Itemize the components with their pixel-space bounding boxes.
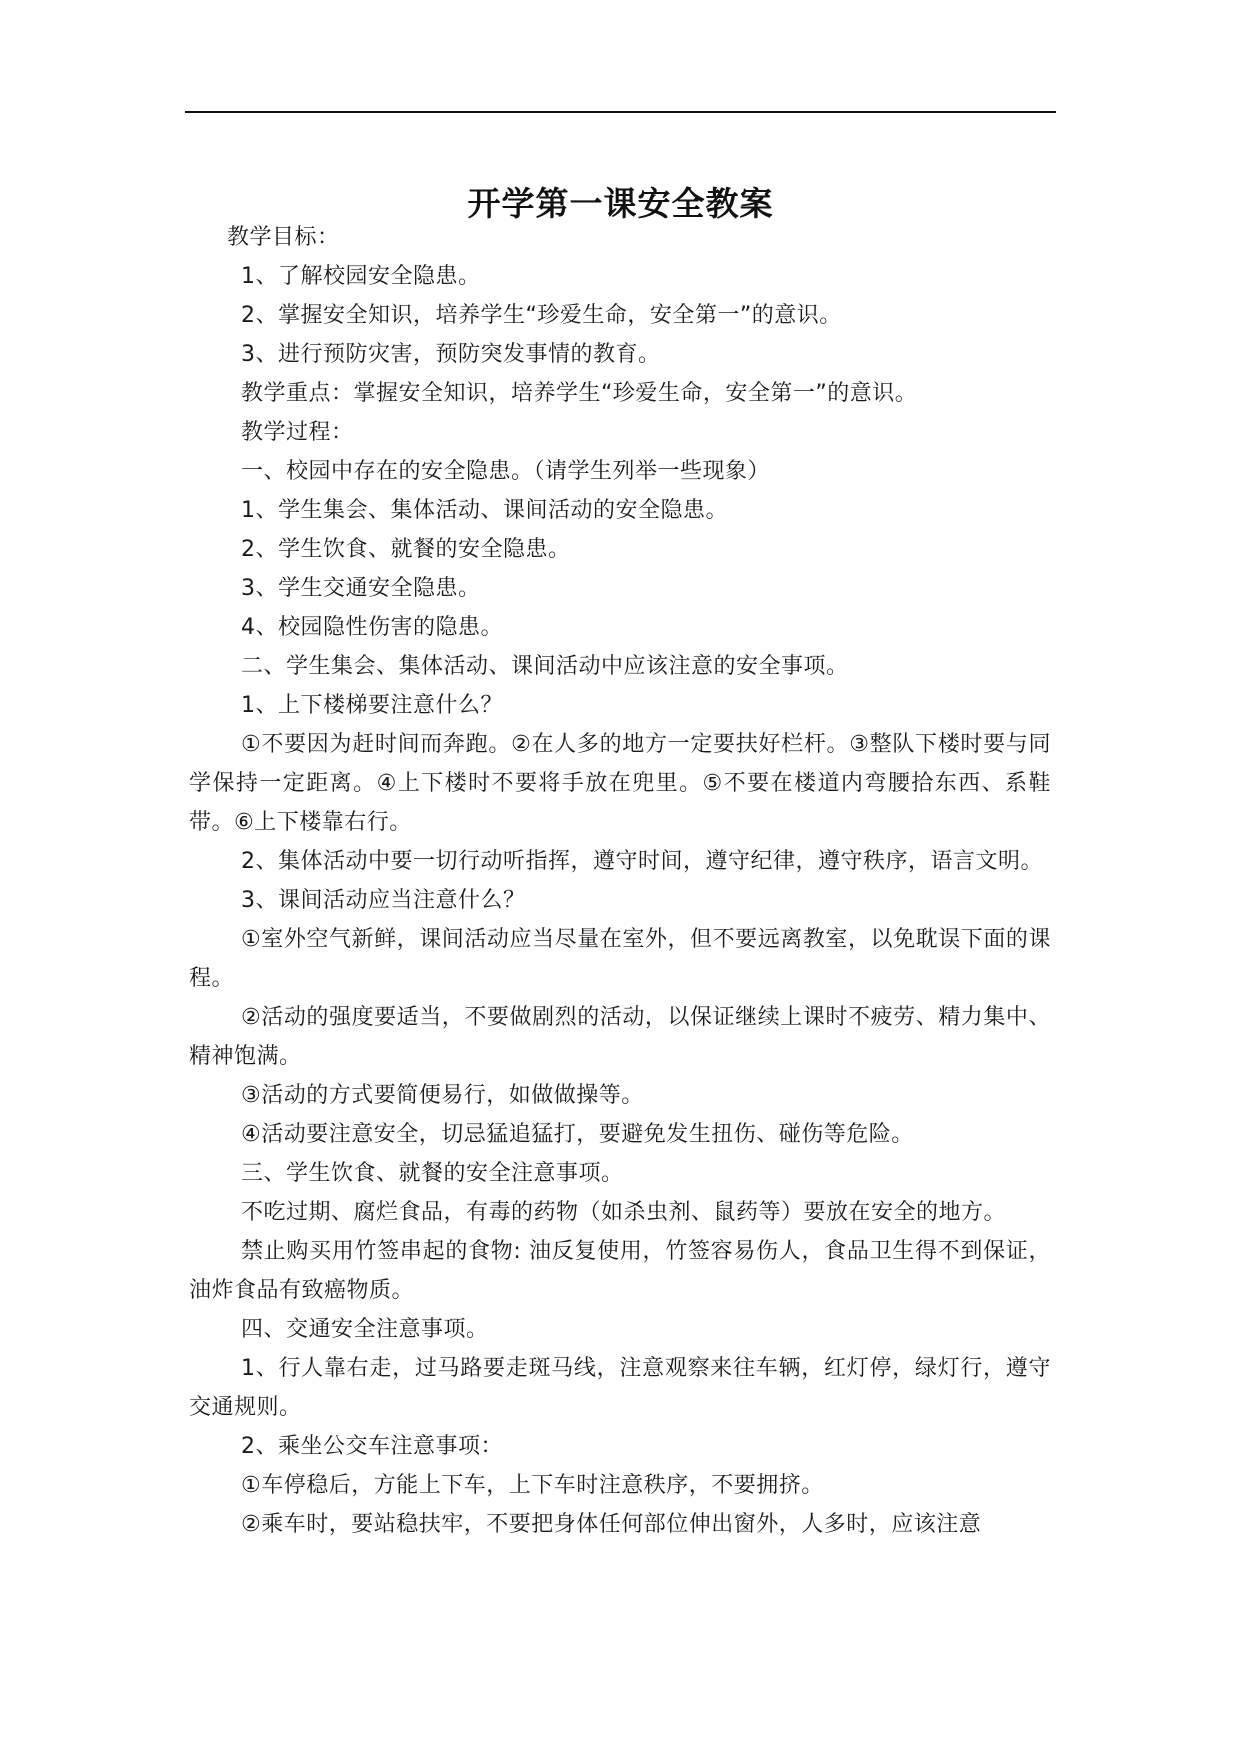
paragraph: 2、乘坐公交车注意事项： (241, 1434, 503, 1459)
paragraph: 3、课间活动应当注意什么？ (241, 888, 526, 913)
paragraph: 4、校园隐性伤害的隐患。 (241, 615, 503, 640)
paragraph: 1、行人靠右走，过马路要走斑马线，注意观察来往车辆，红灯停，绿灯行，遵守交通规则。 (189, 1356, 1051, 1420)
paragraph: 三、学生饮食、就餐的安全注意事项。 (241, 1161, 624, 1186)
paragraph: ②乘车时，要站稳扶牢，不要把身体任何部位伸出窗外，人多时，应该注意 (241, 1512, 982, 1537)
paragraph: 1、了解校园安全隐患。 (241, 264, 481, 289)
paragraph: 四、交通安全注意事项。 (241, 1317, 489, 1342)
paragraph: ①车停稳后，方能上下车，上下车时注意秩序，不要拥挤。 (241, 1473, 824, 1498)
paragraph: 3、学生交通安全隐患。 (241, 576, 481, 601)
paragraph: ②活动的强度要适当，不要做剧烈的活动，以保证继续上课时不疲劳、精力集中、精神饱满。 (189, 1005, 1051, 1069)
paragraph: 教学重点：掌握安全知识，培养学生“珍爱生命，安全第一”的意识。 (241, 381, 918, 406)
document-body (189, 218, 1051, 1544)
paragraph: 1、上下楼梯要注意什么？ (241, 693, 503, 718)
paragraph: ③活动的方式要简便易行，如做做操等。 (241, 1083, 644, 1108)
paragraph: 2、集体活动中要一切行动听指挥，遵守时间，遵守纪律，遵守秩序，语言文明。 (241, 849, 1043, 874)
paragraph: ①不要因为赶时间而奔跑。②在人多的地方一定要扶好栏杆。③整队下楼时要与同学保持一定距离。④上下楼时不要将手放在兜里。⑤不要在楼道内弯腰拾东西、系鞋带。⑥上下楼靠右行。 (189, 732, 1051, 835)
paragraph: ④活动要注意安全，切忌猛追猛打，要避免发生扭伤、碰伤等危险。 (241, 1122, 914, 1147)
header-rule (185, 111, 1056, 113)
paragraph: 教学过程： (241, 420, 354, 445)
paragraph: 3、进行预防灾害，预防突发事情的教育。 (241, 342, 661, 367)
paragraph: 禁止购买用竹签串起的食物: 油反复使用，竹签容易伤人，食品卫生得不到保证，油炸食品有致癌物质。 (189, 1239, 1051, 1303)
paragraph: 1、学生集会、集体活动、课间活动的安全隐患。 (241, 498, 728, 523)
paragraph: 不吃过期、腐烂食品，有毒的药物（如杀虫剂、鼠药等）要放在安全的地方。 (241, 1200, 1007, 1225)
paragraph: 教学目标： (227, 225, 340, 250)
paragraph: ①室外空气新鲜，课间活动应当尽量在室外，但不要远离教室，以免耽误下面的课程。 (189, 927, 1051, 991)
paragraph: 2、学生饮食、就餐的安全隐患。 (241, 537, 571, 562)
paragraph: 2、掌握安全知识，培养学生“珍爱生命，安全第一”的意识。 (241, 303, 842, 328)
document-title: 开学第一课安全教案 (467, 184, 774, 224)
paragraph: 一、校园中存在的安全隐患。（请学生列举一些现象） (241, 459, 771, 484)
paragraph: 二、学生集会、集体活动、课间活动中应该注意的安全事项。 (241, 654, 849, 679)
